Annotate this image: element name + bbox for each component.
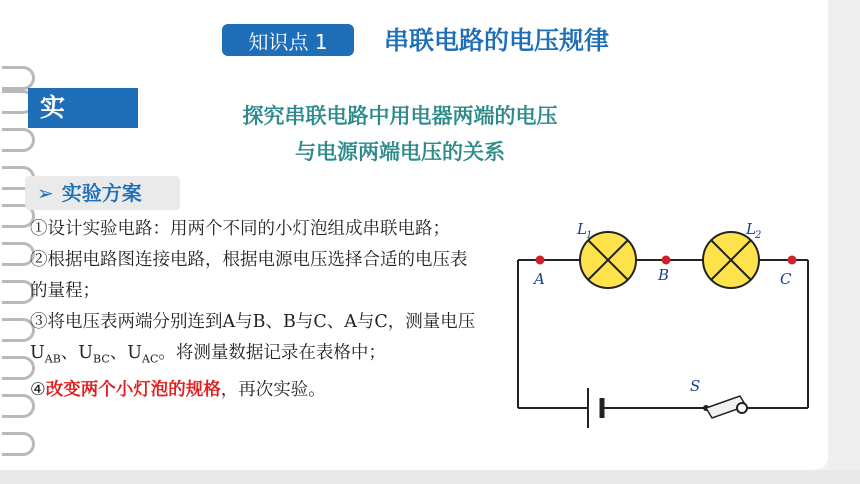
step-3-text: ③将电压表两端分别连到A与B、B与C、A与C，测量电压U bbox=[30, 312, 476, 363]
step-4 bbox=[30, 375, 480, 406]
label-l1-sub: 1 bbox=[586, 230, 593, 241]
label-b: B bbox=[658, 266, 670, 284]
section-tag-label: 实验 bbox=[40, 93, 102, 162]
plan-tag bbox=[25, 176, 180, 210]
experiment-title-line2: 与电源两端电压的关系 bbox=[295, 139, 505, 164]
subscript: AB bbox=[44, 352, 61, 366]
experiment-title bbox=[160, 98, 640, 170]
step-4-highlight: 改变两个小灯泡的规格 bbox=[45, 379, 221, 400]
label-l2-sub: 2 bbox=[755, 230, 762, 241]
point-c-dot bbox=[788, 256, 797, 265]
binder-ring bbox=[2, 66, 35, 90]
page-title: 串联电路的电压规律 bbox=[384, 26, 610, 55]
step-3 bbox=[30, 307, 480, 375]
steps-list bbox=[30, 214, 480, 406]
step-4-text: ，再次实验。 bbox=[220, 379, 326, 400]
right-margin bbox=[828, 0, 860, 484]
switch-icon bbox=[703, 396, 747, 418]
step-1: ①设计实验电路：用两个不同的小灯泡组成串联电路； bbox=[30, 219, 450, 239]
battery-icon bbox=[588, 388, 602, 428]
step-3-text: 。将测量数据记录在表格中； bbox=[158, 343, 386, 363]
knowledge-point-badge: 知识点 1 bbox=[222, 24, 354, 56]
step-2: ②根据电路图连接电路，根据电源电压选择合适的电压表的量程； bbox=[30, 250, 468, 301]
label-s: S bbox=[690, 377, 701, 395]
bulb-l2-icon bbox=[703, 230, 762, 288]
step-4-number: ④ bbox=[30, 379, 46, 400]
label-a: A bbox=[534, 270, 545, 288]
binder-ring bbox=[2, 128, 35, 152]
step-3-text: 、U bbox=[109, 343, 142, 363]
subscript: BC bbox=[93, 352, 110, 366]
step-3-text: 、U bbox=[60, 343, 94, 363]
point-a-dot bbox=[536, 256, 545, 265]
binder-ring bbox=[2, 432, 35, 456]
label-l2: L bbox=[746, 220, 756, 238]
label-l1: L bbox=[577, 220, 587, 238]
subscript: AC bbox=[142, 352, 159, 366]
label-c: C bbox=[780, 270, 792, 288]
circuit-diagram bbox=[500, 210, 820, 450]
section-tag bbox=[28, 88, 138, 162]
bottom-margin bbox=[0, 470, 860, 484]
plan-label: 实验方案 bbox=[61, 181, 142, 205]
point-b-dot bbox=[662, 256, 671, 265]
arrow-icon: ➢ bbox=[37, 181, 54, 205]
experiment-title-line1: 探究串联电路中用电器两端的电压 bbox=[242, 103, 558, 128]
